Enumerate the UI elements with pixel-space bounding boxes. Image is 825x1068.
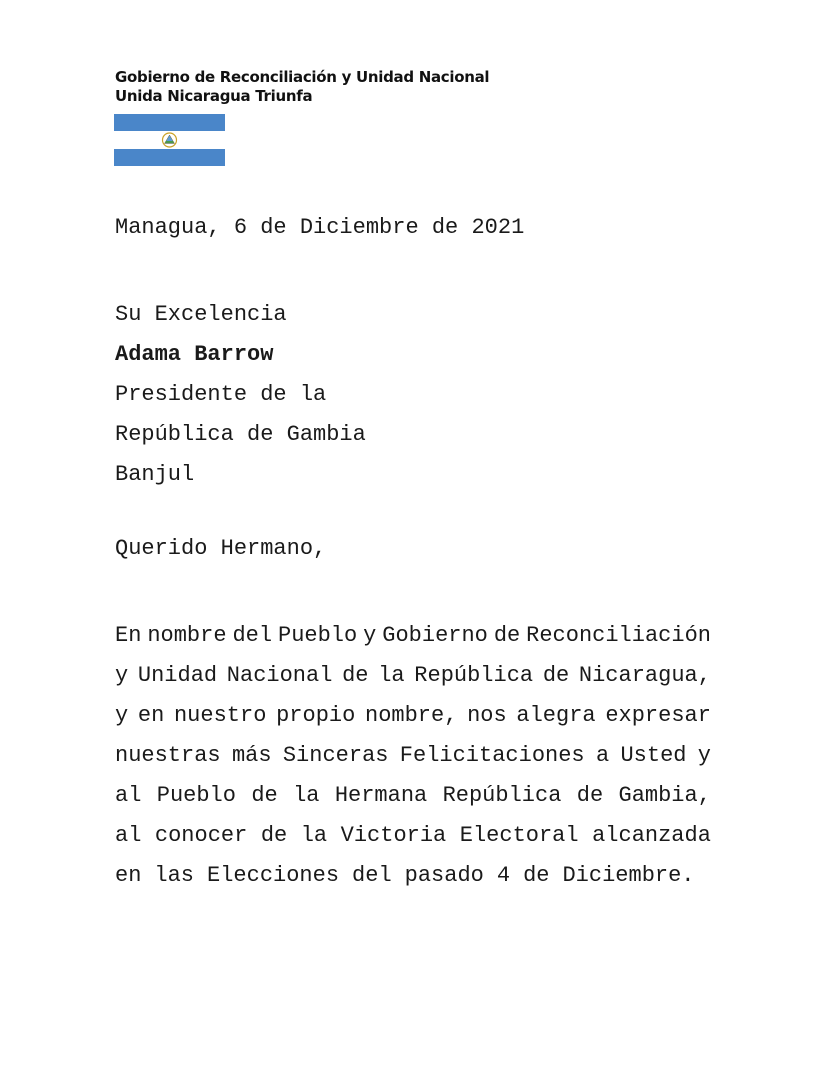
paragraph-word: y — [697, 743, 711, 768]
paragraph-word: nos — [467, 703, 507, 728]
paragraph-line — [115, 816, 711, 856]
paragraph-word: las — [154, 863, 195, 888]
letterhead-motto: Unida Nicaragua Triunfa — [115, 87, 313, 105]
paragraph-word: y — [363, 623, 377, 648]
paragraph-line — [115, 696, 711, 736]
paragraph-word: del — [352, 863, 392, 888]
letter-body-paragraph — [115, 616, 711, 896]
paragraph-word: Nacional — [226, 663, 333, 688]
paragraph-word: nombre, — [365, 703, 458, 728]
paragraph-word: de — [576, 783, 604, 808]
paragraph-word: Felicitaciones — [399, 743, 585, 768]
paragraph-word: la — [378, 663, 405, 688]
paragraph-word: República — [414, 663, 534, 688]
recipient-country: República de Gambia — [115, 422, 366, 447]
paragraph-word: Pueblo — [156, 783, 236, 808]
paragraph-word: al — [115, 783, 142, 808]
paragraph-word: al — [115, 823, 142, 848]
paragraph-line — [115, 856, 711, 896]
recipient-address — [115, 295, 366, 495]
recipient-city: Banjul — [115, 462, 195, 487]
paragraph-word: En — [115, 623, 142, 648]
paragraph-word: nombre — [147, 623, 227, 648]
paragraph-word: Sinceras — [282, 743, 389, 768]
paragraph-word: del — [232, 623, 273, 648]
paragraph-word: propio — [276, 703, 356, 728]
paragraph-word: Elecciones — [207, 863, 340, 888]
paragraph-word: más — [231, 743, 272, 768]
paragraph-word: República — [442, 783, 562, 808]
paragraph-word: pasado — [404, 863, 484, 888]
paragraph-word: Reconciliación — [526, 623, 711, 648]
paragraph-word: Electoral — [459, 823, 579, 848]
paragraph-word: Usted — [620, 743, 687, 768]
paragraph-word: la — [293, 783, 320, 808]
paragraph-word: Gobierno — [382, 623, 488, 648]
paragraph-word: y — [115, 663, 129, 688]
paragraph-word: Pueblo — [278, 623, 358, 648]
paragraph-line — [115, 776, 711, 816]
nicaragua-flag-icon — [114, 114, 225, 166]
paragraph-word: alcanzada — [592, 823, 711, 848]
letterhead — [115, 68, 489, 106]
paragraph-word: nuestras — [115, 743, 221, 768]
paragraph-word: Nicaragua, — [578, 663, 711, 688]
paragraph-word: Hermana — [334, 783, 428, 808]
paragraph-word: en — [137, 703, 165, 728]
address-salutation: Su Excelencia — [115, 302, 287, 327]
letter-greeting: Querido Hermano, — [115, 536, 327, 561]
recipient-name: Adama Barrow — [115, 342, 274, 367]
paragraph-word: Victoria — [340, 823, 447, 848]
paragraph-word: conocer — [154, 823, 248, 848]
letterhead-government-name: Gobierno de Reconciliación y Unidad Nacional — [115, 68, 490, 86]
paragraph-word: alegra — [516, 703, 596, 728]
paragraph-word: expresar — [605, 703, 711, 728]
paragraph-word: y — [115, 703, 129, 728]
paragraph-word: de — [542, 663, 570, 688]
paragraph-word: 4 — [496, 863, 511, 888]
paragraph-word: de — [523, 863, 550, 888]
paragraph-line — [115, 616, 711, 656]
paragraph-line — [115, 736, 711, 776]
paragraph-word: en — [115, 863, 142, 888]
paragraph-word: a — [595, 743, 610, 768]
paragraph-word: Unidad — [137, 663, 218, 688]
paragraph-line — [115, 656, 711, 696]
paragraph-word: Gambia, — [618, 783, 711, 808]
paragraph-word: Diciembre. — [562, 863, 695, 888]
paragraph-word: la — [300, 823, 328, 848]
letter-date: Managua, 6 de Diciembre de 2021 — [115, 215, 525, 240]
paragraph-word: de — [260, 823, 288, 848]
paragraph-word: de — [493, 623, 521, 648]
paragraph-word: de — [251, 783, 278, 808]
recipient-title: Presidente de la — [115, 382, 327, 407]
paragraph-word: nuestro — [173, 703, 267, 728]
paragraph-word: de — [342, 663, 369, 688]
